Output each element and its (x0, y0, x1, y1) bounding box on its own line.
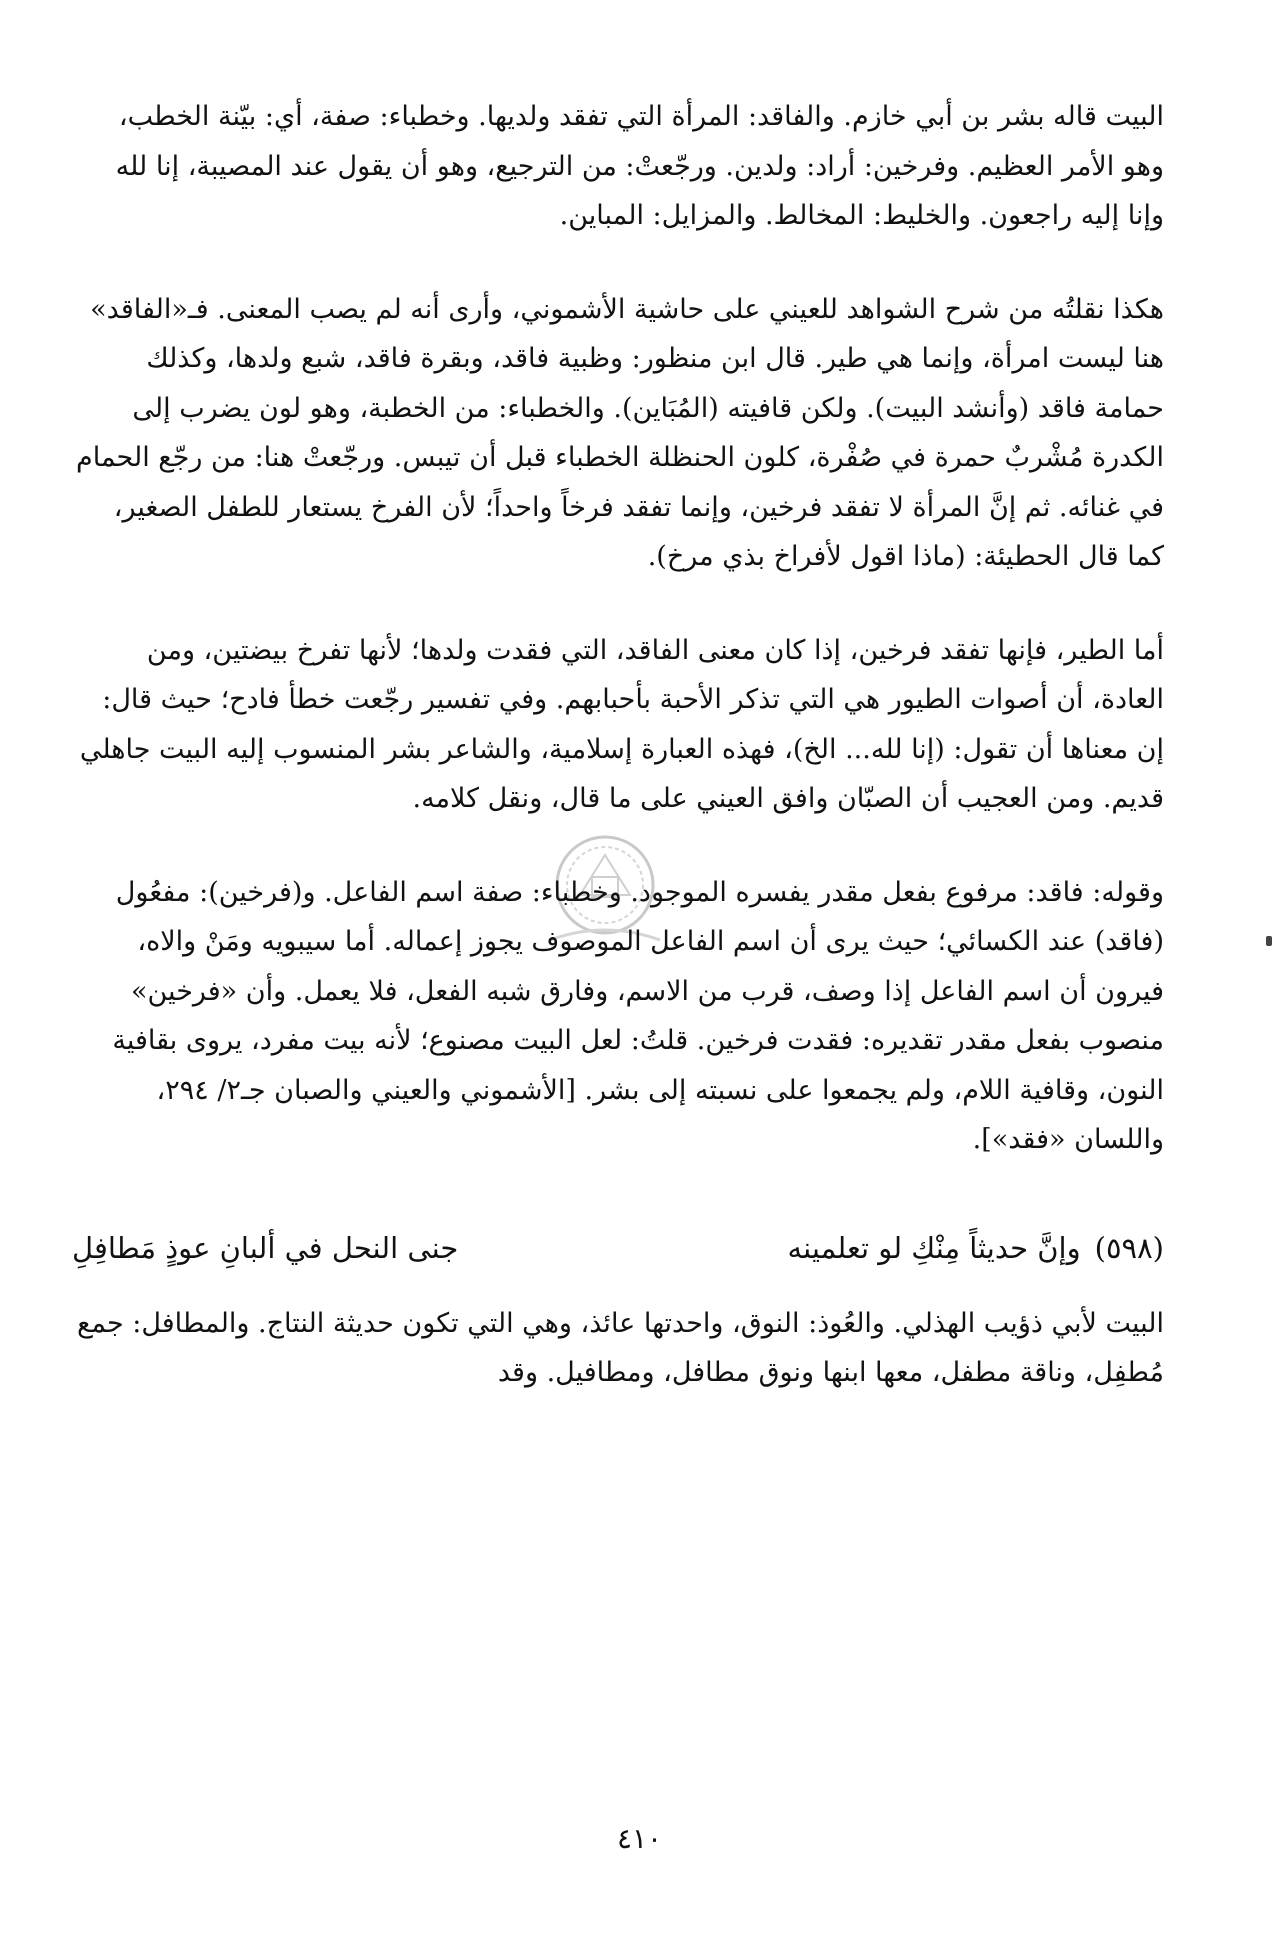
verse-hemistich-2: جنى النحل في ألبانِ عوذٍ مَطافِلِ (72, 1230, 459, 1265)
paragraph-4: وقوله: فاقد: مرفوع بفعل مقدر يفسره الموجود. وخطباء: صفة اسم الفاعل. و(فرخين): مفعُول (فاقد) عند الكسائي؛ حيث يرى أن اسم الفاعل الموصوف يجوز إعماله. أما سيبويه ومَنْ والاه، فيرون أن اسم الفاعل إذا وصف، قرب من الاسم، وفارق شبه الفعل، فلا يعمل. وأن «فرخين» منصوب بفعل مقدر تقديره: فقدت فرخين. قلتُ: لعل البيت مصنوع؛ لأنه بيت مفرد، يروى بقافية النون، وقافية اللام، ولم يجمعوا على نسبته إلى بشر. [الأشموني والعيني والصبان جـ٢/ ٢٩٤، واللسان «فقد»]. (112, 876, 1164, 1155)
paragraph-3: أما الطير، فإنها تفقد فرخين، إذا كان معنى الفاقد، التي فقدت ولدها؛ لأنها تفرخ بيضتين، ومن العادة، أن أصوات الطيور هي التي تذكر الأحبة بأحبابهم. وفي تفسير رجّعت خطأ فادح؛ حيث قال: إن معناها أن تقول: (إنا لله... الخ)، فهذه العبارة إسلامية، والشاعر بشر المنسوب إليه البيت جاهلي قديم. ومن العجيب أن الصبّان وافق العيني على ما قال، ونقل كلامه. (79, 634, 1164, 814)
verse-hemistich-1: وإنَّ حديثاً مِنْكِ لو تعلمينه (787, 1230, 1081, 1265)
page-content (72, 92, 1164, 1398)
page-number: ٤١٠ (616, 1822, 663, 1855)
paragraph-2: هكذا نقلتُه من شرح الشواهد للعيني على حاشية الأشموني، وأرى أنه لم يصب المعنى. فـ«الفاقد» هنا ليست امرأة، وإنما هي طير. قال ابن منظور: وظبية فاقد، وبقرة فاقد، شبع ولدها، وكذلك حمامة فاقد (وأنشد البيت). ولكن قافيته (المُبَاين). والخطباء: من الخطبة، وهو لون يضرب إلى الكدرة مُشْربٌ حمرة في صُفْرة، كلون الحنظلة الخطباء قبل أن تيبس. ورجّعتْ هنا: من رجّع الحمام في غنائه. ثم إنَّ المرأة لا تفقد فرخين، وإنما تفقد فرخاً واحداً؛ لأن الفرخ يستعار للطفل الصغير، كما قال الحطيئة: (ماذا اقول لأفراخ بذي مرخ). (76, 293, 1164, 572)
verse-number: (٥٩٨) (1094, 1230, 1164, 1265)
scan-edge-mark (1266, 936, 1272, 946)
verse-first-half (788, 1223, 1164, 1273)
verse-598 (72, 1223, 1164, 1273)
closing-paragraph: البيت لأبي ذؤيب الهذلي. والعُوذ: النوق، واحدتها عائذ، وهي التي تكون حديثة النتاج. والمطافل: جمع مُطفِل، وناقة مطفل، معها ابنها ونوق مطافل، ومطافيل. وقد (76, 1307, 1164, 1388)
paragraph-1: البيت قاله بشر بن أبي خازم. والفاقد: المرأة التي تفقد ولديها. وخطباء: صفة، أي: بيّنة الخطب، وهو الأمر العظيم. وفرخين: أراد: ولدين. ورجّعتْ: من الترجيع، وهو أن يقول عند المصيبة، إنا لله وإنا إليه راجعون. والخليط: المخالط. والمزايل: المباين. (115, 101, 1164, 231)
